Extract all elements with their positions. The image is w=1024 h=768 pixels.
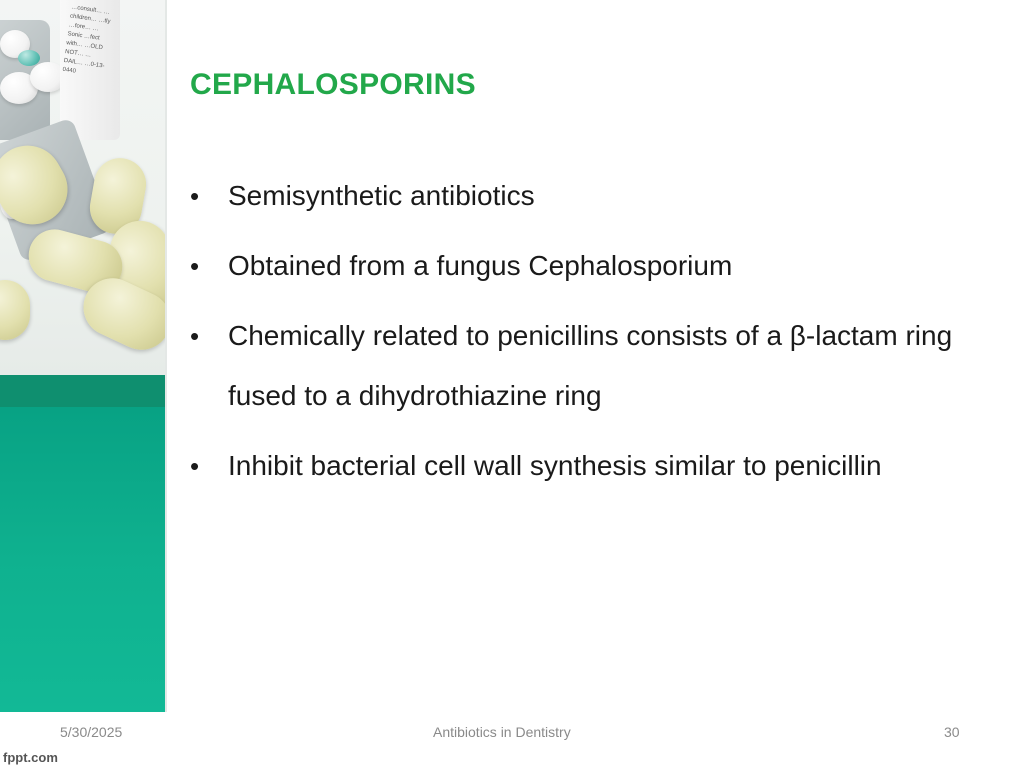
brand-watermark: fppt.com — [3, 750, 58, 765]
bullet-item — [190, 436, 990, 496]
bullet-text: Obtained from a fungus Cephalosporium — [228, 250, 733, 281]
bullet-marker: • — [190, 451, 200, 481]
bottle-label: …consult… …children… …tly …fore… …Sonic …fect with… …OLD NOT… …DAIL… …0-13-0440 — [62, 4, 111, 75]
panel-divider — [165, 0, 167, 712]
bullet-item — [190, 236, 990, 296]
bullet-text: Chemically related to penicillins consists of a β-lactam ring fused to a dihydrothiazine ring — [228, 320, 953, 411]
footer-date: 5/30/2025 — [60, 724, 123, 740]
bullet-item — [190, 166, 990, 226]
bullet-marker: • — [190, 321, 200, 351]
footer-title: Antibiotics in Dentistry — [433, 724, 571, 740]
bullet-list — [190, 166, 990, 506]
decorative-pills-image — [0, 0, 165, 375]
bullet-text: Semisynthetic antibiotics — [228, 180, 535, 211]
yellow-tablet-shape — [0, 280, 30, 340]
medicine-bottle-shape — [60, 0, 120, 140]
bullet-marker: • — [190, 181, 200, 211]
bullet-text: Inhibit bacterial cell wall synthesis similar to penicillin — [228, 450, 882, 481]
teal-pill-shape — [18, 50, 40, 66]
slide-number: 30 — [944, 724, 960, 740]
teal-side-panel — [0, 407, 165, 712]
slide-title: CEPHALOSPORINS — [190, 68, 476, 101]
bullet-marker: • — [190, 251, 200, 281]
green-accent-strip — [0, 375, 165, 407]
bullet-item — [190, 306, 990, 426]
